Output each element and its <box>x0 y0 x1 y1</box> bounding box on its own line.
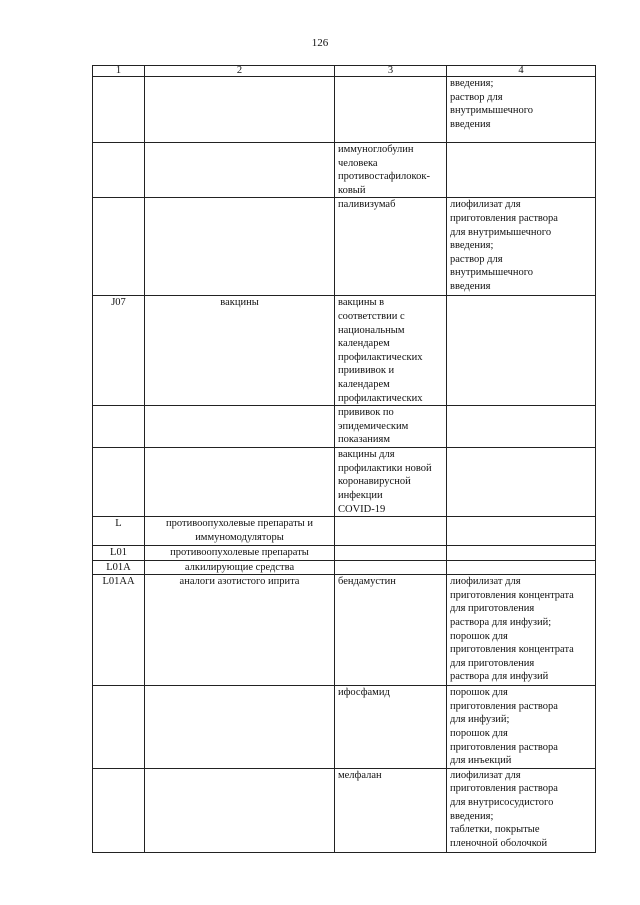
table-row <box>93 575 596 686</box>
group-cell <box>145 143 335 198</box>
atc-code-cell: J07 <box>93 296 145 406</box>
atc-code-cell <box>93 686 145 769</box>
atc-code-cell: L01AA <box>93 575 145 686</box>
drug-cell: ифосфамид <box>335 686 447 769</box>
group-cell <box>145 448 335 517</box>
dosage-forms-cell: лиофилизат для приготовления раствора для внутримышечного введения; раствор для внутримышечного введения <box>447 198 596 296</box>
column-header: 3 <box>335 66 447 77</box>
table-row <box>93 546 596 561</box>
group-cell: аналоги азотистого иприта <box>145 575 335 686</box>
group-cell: вакцины <box>145 296 335 406</box>
column-header: 4 <box>447 66 596 77</box>
group-cell <box>145 768 335 852</box>
group-cell <box>145 77 335 143</box>
dosage-forms-cell <box>447 517 596 546</box>
table-row <box>93 198 596 296</box>
dosage-forms-cell <box>447 143 596 198</box>
drug-cell: бендамустин <box>335 575 447 686</box>
column-header-row <box>93 66 596 77</box>
dosage-forms-cell <box>447 546 596 561</box>
dosage-forms-cell <box>447 296 596 406</box>
drug-table <box>92 65 596 853</box>
table-row <box>93 406 596 448</box>
group-cell <box>145 198 335 296</box>
column-header: 2 <box>145 66 335 77</box>
atc-code-cell: L <box>93 517 145 546</box>
atc-code-cell <box>93 198 145 296</box>
table-row <box>93 517 596 546</box>
dosage-forms-cell: введения; раствор для внутримышечного введения <box>447 77 596 143</box>
table-row <box>93 296 596 406</box>
group-cell <box>145 406 335 448</box>
drug-cell <box>335 517 447 546</box>
atc-code-cell <box>93 768 145 852</box>
atc-code-cell: L01A <box>93 560 145 575</box>
table-row <box>93 77 596 143</box>
drug-cell: паливизумаб <box>335 198 447 296</box>
table-row <box>93 768 596 852</box>
drug-cell: вакцины в соответствии с национальным календарем профилактических приививок и календарем профилактических <box>335 296 447 406</box>
atc-code-cell <box>93 406 145 448</box>
table-row <box>93 143 596 198</box>
page-number: 126 <box>311 37 329 49</box>
dosage-forms-cell: лиофилизат для приготовления раствора для внутрисосудистого введения; таблетки, покрытые пленочной оболочкой <box>447 768 596 852</box>
group-cell: противоопухолевые препараты и иммуномодуляторы <box>145 517 335 546</box>
dosage-forms-cell <box>447 560 596 575</box>
atc-code-cell <box>93 448 145 517</box>
dosage-forms-cell: порошок для приготовления раствора для инфузий; порошок для приготовления раствора для инъекций <box>447 686 596 769</box>
drug-cell <box>335 560 447 575</box>
table-row <box>93 560 596 575</box>
group-cell: алкилирующие средства <box>145 560 335 575</box>
atc-code-cell <box>93 77 145 143</box>
atc-code-cell: L01 <box>93 546 145 561</box>
dosage-forms-cell: лиофилизат для приготовления концентрата для приготовления раствора для инфузий; порошок для приготовления концентрата для приготовления раствора для инфузий <box>447 575 596 686</box>
drug-cell <box>335 77 447 143</box>
drug-cell: иммуноглобулин человека противостафилокок- ковый <box>335 143 447 198</box>
dosage-forms-cell <box>447 448 596 517</box>
drug-cell <box>335 546 447 561</box>
group-cell: противоопухолевые препараты <box>145 546 335 561</box>
dosage-forms-cell <box>447 406 596 448</box>
group-cell <box>145 686 335 769</box>
table-row <box>93 686 596 769</box>
column-header: 1 <box>93 66 145 77</box>
drug-cell: вакцины для профилактики новой коронавирусной инфекции COVID-19 <box>335 448 447 517</box>
table-row <box>93 448 596 517</box>
atc-code-cell <box>93 143 145 198</box>
drug-cell: прививок по эпидемическим показаниям <box>335 406 447 448</box>
drug-cell: мелфалан <box>335 768 447 852</box>
